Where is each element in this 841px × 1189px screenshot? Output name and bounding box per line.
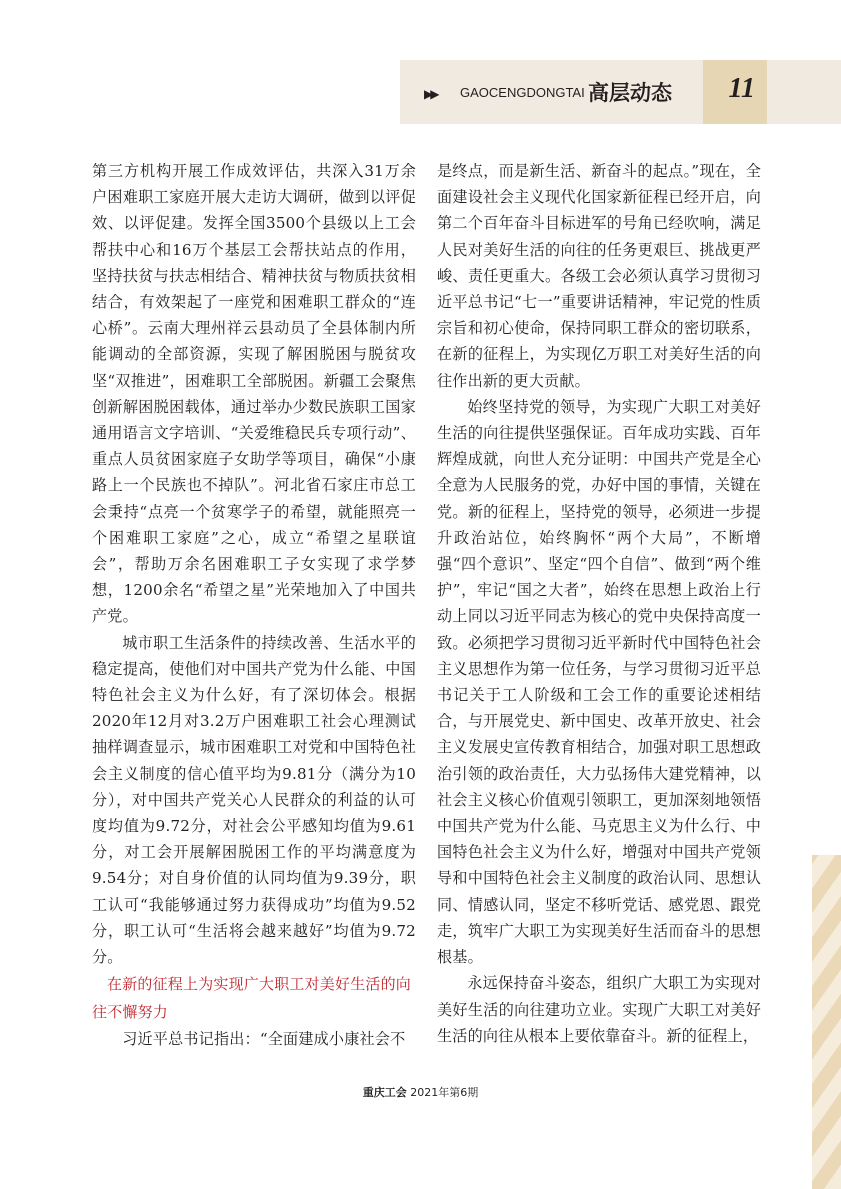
magazine-name: 重庆工会 bbox=[362, 1086, 407, 1099]
paragraph: 第三方机构开展工作成效评估，共深入31万余户困难职工家庭开展大走访大调研，做到以评促效、以评促建。发挥全国3500个县级以上工会帮扶中心和16万个基层工会帮扶站点的作用，坚持扶贫与扶志相结合、精神扶贫与物质扶贫相结合，有效架起了一座党和困难职工群众的“连心桥”。云南大理州祥云县动员了全县体制内所能调动的全部资源，实现了解困脱困与脱贫攻坚“双推进”，困难职工全部脱困。新疆工会聚焦创新解困脱困载体，通过举办少数民族职工国家通用语言文字培训、“关爱维稳民兵专项行动”、重点人员贫困家庭子女助学等项目，确保“小康路上一个民族也不掉队”。河北省石家庄市总工会秉持“点亮一个贫寒学子的希望，就能照亮一个困难职工家庭”之心，成立“希望之星联谊会”，帮助万余名困难职工子女实现了求学梦想，1200余名“希望之星”光荣地加入了中国共产党。 bbox=[92, 162, 416, 626]
decorative-stripes bbox=[812, 855, 841, 1189]
paragraph: 是终点，而是新生活、新奋斗的起点。”现在，全面建设社会主义现代化国家新征程已经开启，向第二个百年奋斗目标进军的号角已经吹响，满足人民对美好生活的向往的任务更艰巨、挑战更严峻、责任更重大。各级工会必须认真学习贯彻习近平总书记“七一”重要讲话精神，牢记党的性质宗旨和初心使命，保持同职工群众的密切联系，在新的征程上，为实现亿万职工对美好生活的向往作出新的更大贡献。 bbox=[437, 162, 761, 390]
paragraph: 始终坚持党的领导，为实现广大职工对美好生活的向往提供坚强保证。百年成功实践、百年辉煌成就，向世人充分证明：中国共产党是全心全意为人民服务的党，办好中国的事情，关键在党。新的征程上，坚持党的领导，必须进一步提升政治站位，始终胸怀“两个大局”，不断增强“四个意识”、坚定“四个自信”、做到“两个维护”，牢记“国之大者”，始终在思想上政治上行动上同以习近平同志为核心的党中央保持高度一致。必须把学习贯彻习近平新时代中国特色社会主义思想作为第一位任务，与学习贯彻习近平总书记关于工人阶级和工会工作的重要论述相结合，与开展党史、新中国史、改革开放史、社会主义发展史宣传教育相结合，加强对职工思想政治引领的政治责任，大力弘扬伟大建党精神，以社会主义核心价值观引领职工，更加深刻地领悟中国共产党为什么能、马克思主义为什么行、中国特色社会主义为什么好，增强对中国共产党领导和中国特色社会主义制度的政治认同、思想认同、情感认同，坚定不移听党话、感党恩、跟党走，筑牢广大职工为实现美好生活而奋斗的思想根基。 bbox=[437, 397, 761, 967]
section-header bbox=[400, 60, 841, 124]
paragraph: 永远保持奋斗姿态，组织广大职工为实现对美好生活的向往建功立业。实现广大职工对美好生活的向往从根本上要依靠奋斗。新的征程上， bbox=[437, 974, 761, 1045]
right-column bbox=[437, 158, 761, 1049]
page-number-box bbox=[703, 60, 767, 124]
left-column bbox=[92, 158, 416, 1053]
section-heading: 在新的征程上为实现广大职工对美好生活的向往不懈努力 bbox=[92, 975, 412, 1022]
section-title-cn: 高层动态 bbox=[588, 81, 672, 105]
double-arrow-icon: ▶▶ bbox=[424, 87, 437, 101]
paragraph: 习近平总书记指出：“全面建成小康社会不 bbox=[122, 1030, 406, 1049]
paragraph: 城市职工生活条件的持续改善、生活水平的稳定提高，使他们对中国共产党为什么能、中国特色社会主义为什么好，有了深切体会。根据2020年12月对3.2万户困难职工社会心理测试抽样调查显示，城市困难职工对党和中国特色社会主义制度的信心值平均为9.81分（满分为10分），对中国共产党关心人民群众的利益的认可度均值为9.72分，对社会公平感知均值为9.61分，对工会开展解困脱困工作的平均满意度为9.54分；对自身价值的认同均值为9.39分，职工认可“我能够通过努力获得成功”均值为9.52分，职工认可“生活将会越来越好”均值为9.72分。 bbox=[92, 633, 416, 967]
issue-label: 2021年第6期 bbox=[410, 1086, 479, 1099]
page-footer bbox=[0, 1084, 841, 1100]
page-number: 11 bbox=[728, 73, 755, 104]
section-title-en: GAOCENGDONGTAI bbox=[460, 85, 585, 100]
